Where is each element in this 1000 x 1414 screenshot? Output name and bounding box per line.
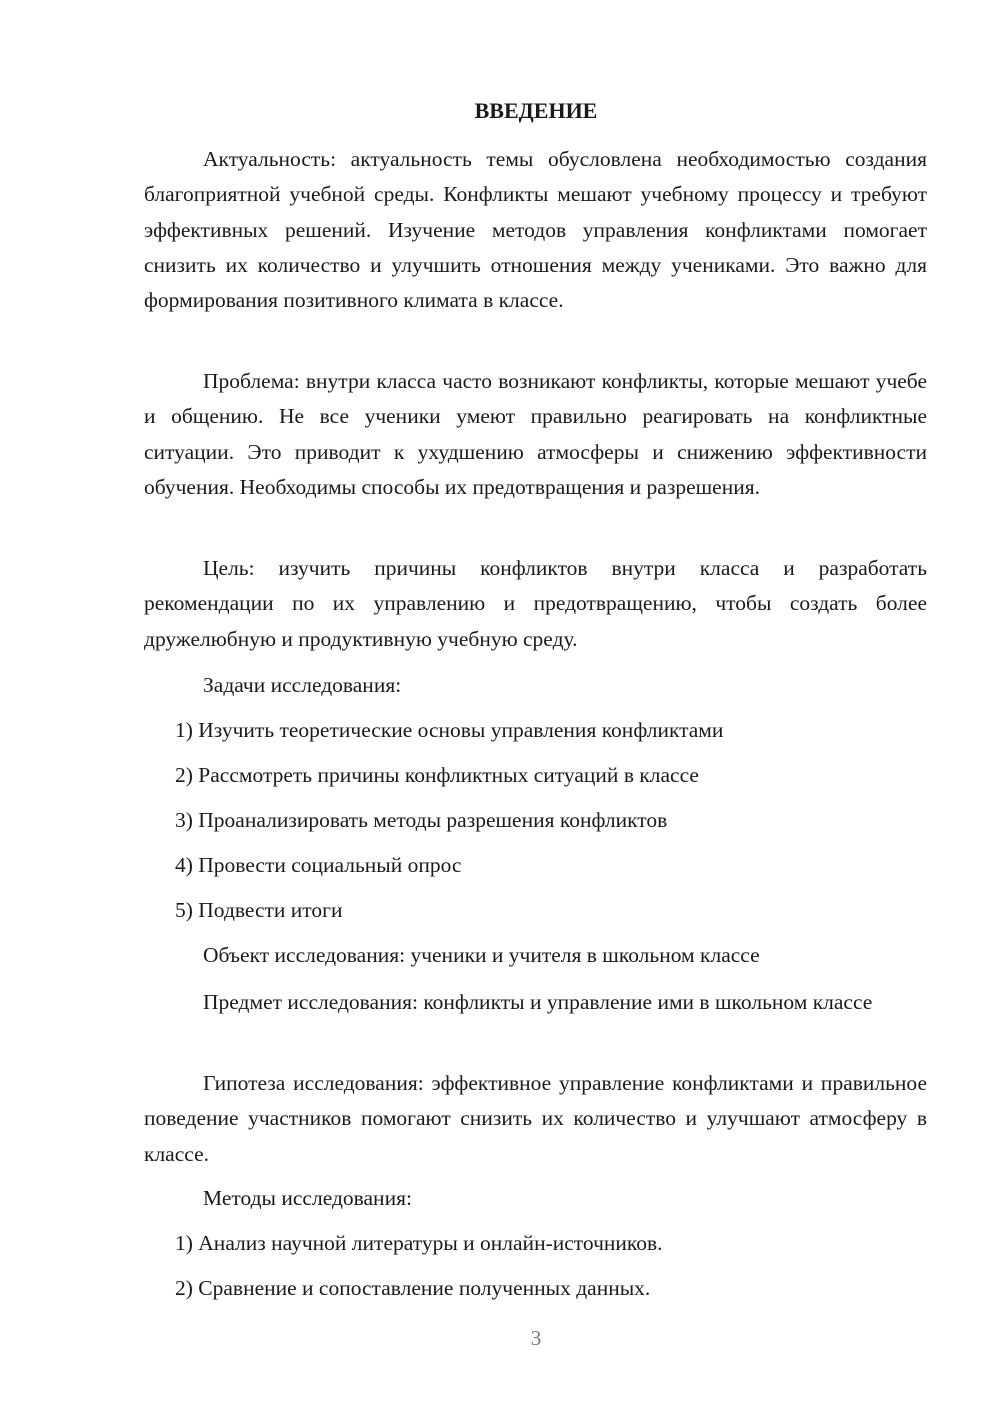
object-paragraph: Объект исследования: ученики и учителя в школьном классе <box>203 943 760 967</box>
section-title: ВВЕДЕНИЕ <box>474 98 598 123</box>
goal-paragraph: Цель: изучить причины конфликтов внутри класса и разработать рекомендации по их управлению и предотвращению, чтобы создать более дружелюбную и продуктивную учебную среду. <box>144 556 927 651</box>
method-item: 2) Сравнение и сопоставление полученных данных. <box>175 1276 651 1300</box>
task-item: 1) Изучить теоретические основы управления конфликтами <box>175 718 724 742</box>
problem-paragraph: Проблема: внутри класса часто возникают конфликты, которые мешают учебе и общению. Не все ученики умеют правильно реагировать на конфликтные ситуации. Это приводит к ухудшению атмосферы и снижению эффективности обучения. Необходимы способы их предотвращения и разрешения. <box>144 369 927 499</box>
task-item: 2) Рассмотреть причины конфликтных ситуаций в классе <box>175 763 699 787</box>
method-item: 1) Анализ научной литературы и онлайн-источников. <box>175 1231 663 1255</box>
hypothesis-paragraph: Гипотеза исследования: эффективное управление конфликтами и правильное поведение участников помогают снизить их количество и улучшают атмосферу в классе. <box>144 1071 927 1166</box>
task-item: 4) Провести социальный опрос <box>175 853 462 877</box>
subject-paragraph: Предмет исследования: конфликты и управление ими в школьном классе <box>203 990 873 1014</box>
relevance-paragraph: Актуальность: актуальность темы обусловлена необходимостью создания благоприятной учебной среды. Конфликты мешают учебному процессу и требуют эффективных решений. Изучение методов управления конфликтами помогает снизить их количество и улучшить отношения между учениками. Это важно для формирования позитивного климата в классе. <box>144 147 927 313</box>
task-item: 3) Проанализировать методы разрешения конфликтов <box>175 808 668 832</box>
methods-heading: Методы исследования: <box>203 1186 412 1210</box>
page-number: 3 <box>530 1326 542 1350</box>
task-item: 5) Подвести итоги <box>175 898 343 922</box>
tasks-heading: Задачи исследования: <box>203 673 402 697</box>
